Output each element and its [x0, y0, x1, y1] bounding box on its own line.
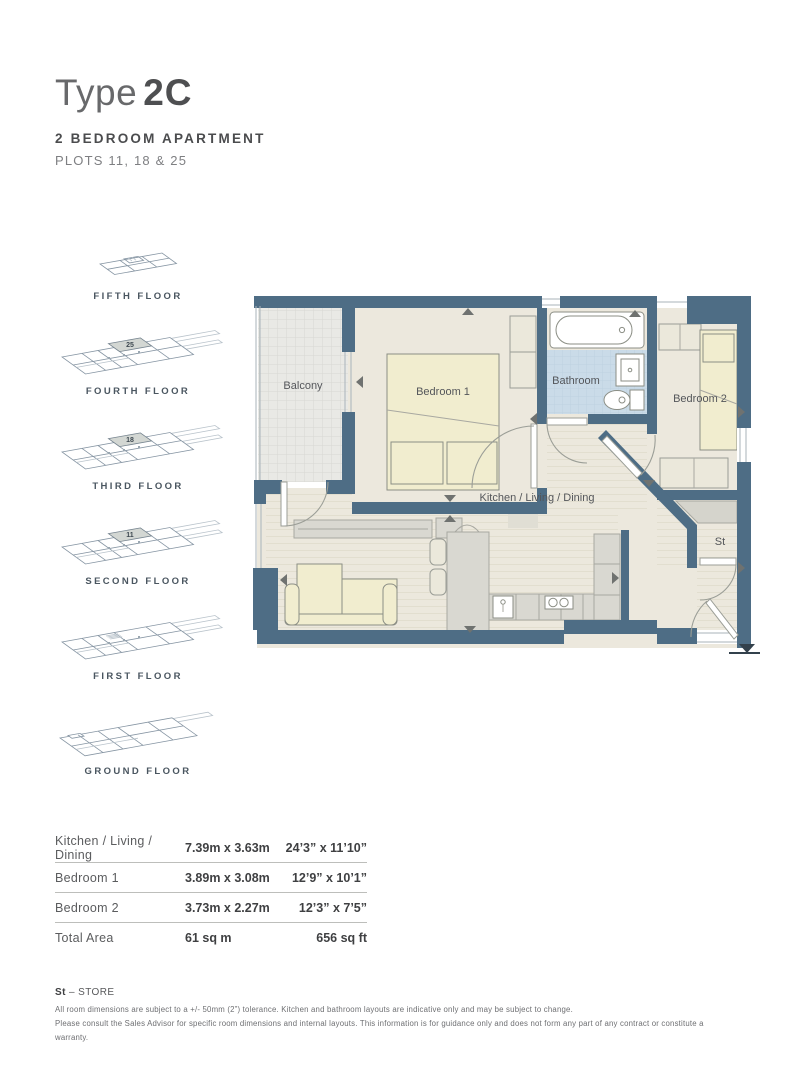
- row-metric-size: 3.89m x 3.08m: [185, 870, 270, 885]
- floor-label: THIRD FLOOR: [92, 481, 184, 492]
- floor-item-second: [48, 507, 228, 587]
- toilet-icon: [604, 390, 644, 410]
- balcony-floor: [258, 306, 348, 482]
- bedroom2-label: Bedroom 2: [673, 393, 727, 405]
- sink-icon: [616, 354, 644, 386]
- table-row-total: [55, 923, 367, 952]
- bathroom-label: Bathroom: [552, 375, 600, 387]
- chair-icon: [430, 539, 446, 565]
- disclaimer: [55, 1003, 715, 1045]
- kitchen-counter-icon: [489, 594, 599, 620]
- floor-item-first: [48, 602, 228, 682]
- page-title: [55, 72, 266, 114]
- dimensions-table: [55, 833, 367, 952]
- row-room-name: Bedroom 2: [55, 900, 119, 915]
- table-row: [55, 863, 367, 893]
- row-imperial-size: 12’3” x 7’5”: [298, 900, 367, 915]
- floor-item-fifth: [48, 222, 228, 302]
- wardrobe-icon: [510, 316, 536, 352]
- store-abbr: St: [55, 987, 66, 998]
- table-row: [55, 833, 367, 863]
- third-floor-thumbnail-icon: [48, 412, 228, 478]
- store-meaning: – STORE: [65, 987, 115, 998]
- floor-plan: [250, 292, 760, 664]
- floor-plan-drawing: [250, 292, 760, 664]
- row-imperial-size: 24’3” x 11’10”: [285, 840, 367, 855]
- fourth-floor-thumbnail-icon: [48, 317, 228, 383]
- fifth-floor-thumbnail-icon: [48, 222, 228, 288]
- floor-label: FOURTH FLOOR: [85, 386, 191, 397]
- title-code: 2C: [143, 72, 193, 113]
- svg-text:11: 11: [126, 532, 134, 539]
- bed-single-icon: [700, 330, 737, 450]
- title-prefix: Type: [55, 72, 138, 113]
- second-floor-thumbnail-icon: [48, 507, 228, 573]
- svg-text:25: 25: [126, 342, 134, 349]
- svg-text:18: 18: [126, 437, 134, 444]
- dining-table-icon: [447, 532, 489, 632]
- kitchen-living-dining-label: Kitchen / Living / Dining: [479, 492, 595, 504]
- table-row: [55, 893, 367, 923]
- apartment-type-subtitle: 2 BEDROOM APARTMENT: [55, 131, 266, 146]
- page-header: [55, 72, 266, 168]
- floor-label: GROUND FLOOR: [84, 766, 192, 777]
- floor-item-fourth: [48, 317, 228, 397]
- floor-item-third: [48, 412, 228, 492]
- first-floor-thumbnail-icon: [48, 602, 228, 668]
- row-metric-size: 7.39m x 3.63m: [185, 840, 270, 855]
- row-room-name: Total Area: [55, 930, 114, 945]
- store-label: St: [714, 536, 726, 548]
- floor-label: FIRST FLOOR: [93, 671, 183, 682]
- disclaimer-line-2: Please consult the Sales Advisor for specific room dimensions and internal layouts. This information is for guidance only and does not form any part of any contract or constitute a warranty.: [55, 1019, 704, 1042]
- store-key: [55, 987, 114, 998]
- ground-floor-thumbnail-icon: [48, 697, 228, 763]
- row-imperial-size: 12’9” x 10’1”: [291, 870, 367, 885]
- row-room-name: Kitchen / Living / Dining: [55, 833, 153, 862]
- disclaimer-line-1: All room dimensions are subject to a +/- 50mm (2”) tolerance. Kitchen and bathroom layouts are indicative only and may be subject to change.: [55, 1005, 573, 1014]
- floor-item-ground: [48, 697, 228, 777]
- floor-selector: [48, 222, 228, 792]
- chair-icon: [430, 569, 446, 595]
- bathtub-icon: [550, 312, 644, 348]
- row-room-name: Bedroom 1: [55, 870, 119, 885]
- bedroom1-label: Bedroom 1: [416, 386, 470, 398]
- plots-list: PLOTS 11, 18 & 25: [55, 153, 188, 168]
- balcony-label: Balcony: [283, 380, 323, 392]
- row-metric-size: 61 sq m: [185, 930, 232, 945]
- row-metric-size: 3.73m x 2.27m: [185, 900, 270, 915]
- row-imperial-size: 656 sq ft: [316, 930, 367, 945]
- floor-label: FIFTH FLOOR: [93, 291, 183, 302]
- floor-label: SECOND FLOOR: [85, 576, 191, 587]
